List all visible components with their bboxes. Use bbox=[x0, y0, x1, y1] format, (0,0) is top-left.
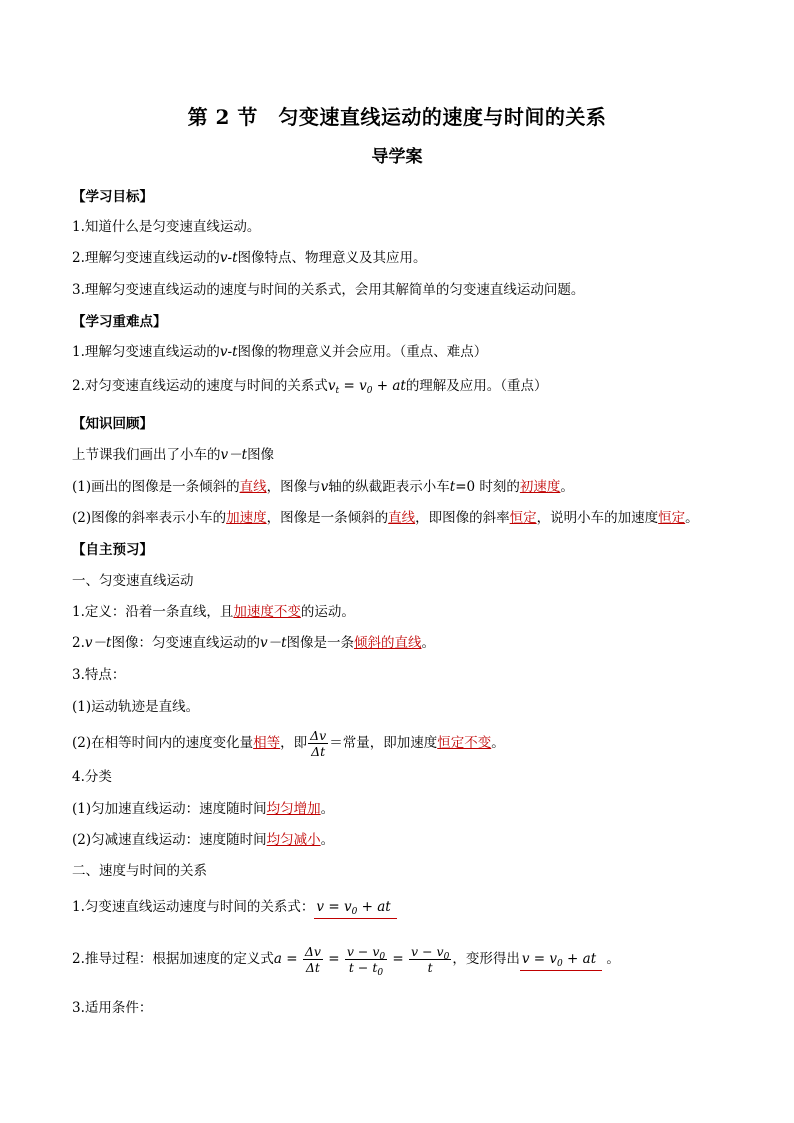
part-2-heading: 二、速度与时间的关系 bbox=[72, 863, 207, 879]
key-point-1: 1.理解匀变速直线运动的v-t图像的物理意义并会应用。（重点、难点） bbox=[72, 344, 488, 360]
derivation: 2.推导过程：根据加速度的定义式a = $\frac{\Delta v}{\Delta t}$ = $\frac{v - v_0}{t - t_0}$ = $\frac{v - v_0}{t}$ ，变形得出 $v = v_0$ + at 。 bbox=[72, 944, 620, 978]
part-1-heading: 一、匀变速直线运动 bbox=[72, 573, 194, 589]
derivation-formula: a = $\frac{\Delta v}{\Delta t}$ = $\frac{v - v_0}{t - t_0}$ = $\frac{v - v_0}{t}$ bbox=[273, 944, 450, 978]
page-title: 第 2 节 匀变速直线运动的速度与时间的关系 bbox=[187, 105, 607, 129]
classification-heading: 4.分类 bbox=[72, 769, 112, 785]
relation-formula: 1.匀变速直线运动速度与时间的关系式： $v = v_0$ + at bbox=[72, 898, 397, 919]
page-subtitle: 导学案 bbox=[371, 147, 423, 167]
answer-formula-2: $v = v_0$ + at bbox=[520, 950, 602, 971]
objective-3: 3.理解匀变速直线运动的速度与时间的关系式，会用其解简单的匀变速直线运动问题。 bbox=[72, 282, 585, 298]
review-intro: 上节课我们画出了小车的v－t图像 bbox=[72, 447, 275, 463]
section-heading-review: 【知识回顾】 bbox=[72, 416, 153, 432]
answer-formula-1: $v = v_0$ + at bbox=[314, 898, 396, 919]
features-heading: 3.特点： bbox=[72, 667, 126, 683]
vt-graph: 2.v－t图像：匀变速直线运动的v－t图像是一条倾斜的直线。 bbox=[72, 635, 436, 651]
feature-2: (2)在相等时间内的速度变化量相等，即 $\frac{\Delta v}{\Delta t}$ ＝常量，即加速度恒定不变。 bbox=[72, 728, 505, 759]
objective-1: 1.知道什么是匀变速直线运动。 bbox=[72, 219, 261, 235]
section-heading-preview: 【自主预习】 bbox=[72, 542, 153, 558]
section-heading-key-points: 【学习重难点】 bbox=[72, 314, 167, 330]
objective-2: 2.理解匀变速直线运动的v-t图像特点、物理意义及其应用。 bbox=[72, 250, 427, 266]
classification-2: (2)匀减速直线运动：速度随时间均匀减小。 bbox=[72, 832, 335, 848]
classification-1: (1)匀加速直线运动：速度随时间均匀增加。 bbox=[72, 801, 335, 817]
review-1: (1)画出的图像是一条倾斜的直线，图像与v轴的纵截距表示小车t=0 时刻的初速度。 bbox=[72, 479, 574, 495]
review-2: (2)图像的斜率表示小车的加速度，图像是一条倾斜的直线，即图像的斜率恒定，说明小车的加速度恒定。 bbox=[72, 510, 699, 526]
feature-1: (1)运动轨迹是直线。 bbox=[72, 699, 200, 715]
formula-velocity-time: $v_t = v_0$ + at bbox=[327, 378, 406, 396]
definition: 1.定义：沿着一条直线，且加速度不变的运动。 bbox=[72, 604, 355, 620]
fraction-dv-dt: $\frac{\Delta v}{\Delta t}$ bbox=[310, 728, 327, 759]
applicable-conditions: 3.适用条件： bbox=[72, 1000, 153, 1016]
section-heading-objectives: 【学习目标】 bbox=[72, 189, 153, 205]
key-point-2: 2.对匀变速直线运动的速度与时间的关系式$v_t = v_0$ + at的理解及应用。（重点） bbox=[72, 378, 548, 396]
